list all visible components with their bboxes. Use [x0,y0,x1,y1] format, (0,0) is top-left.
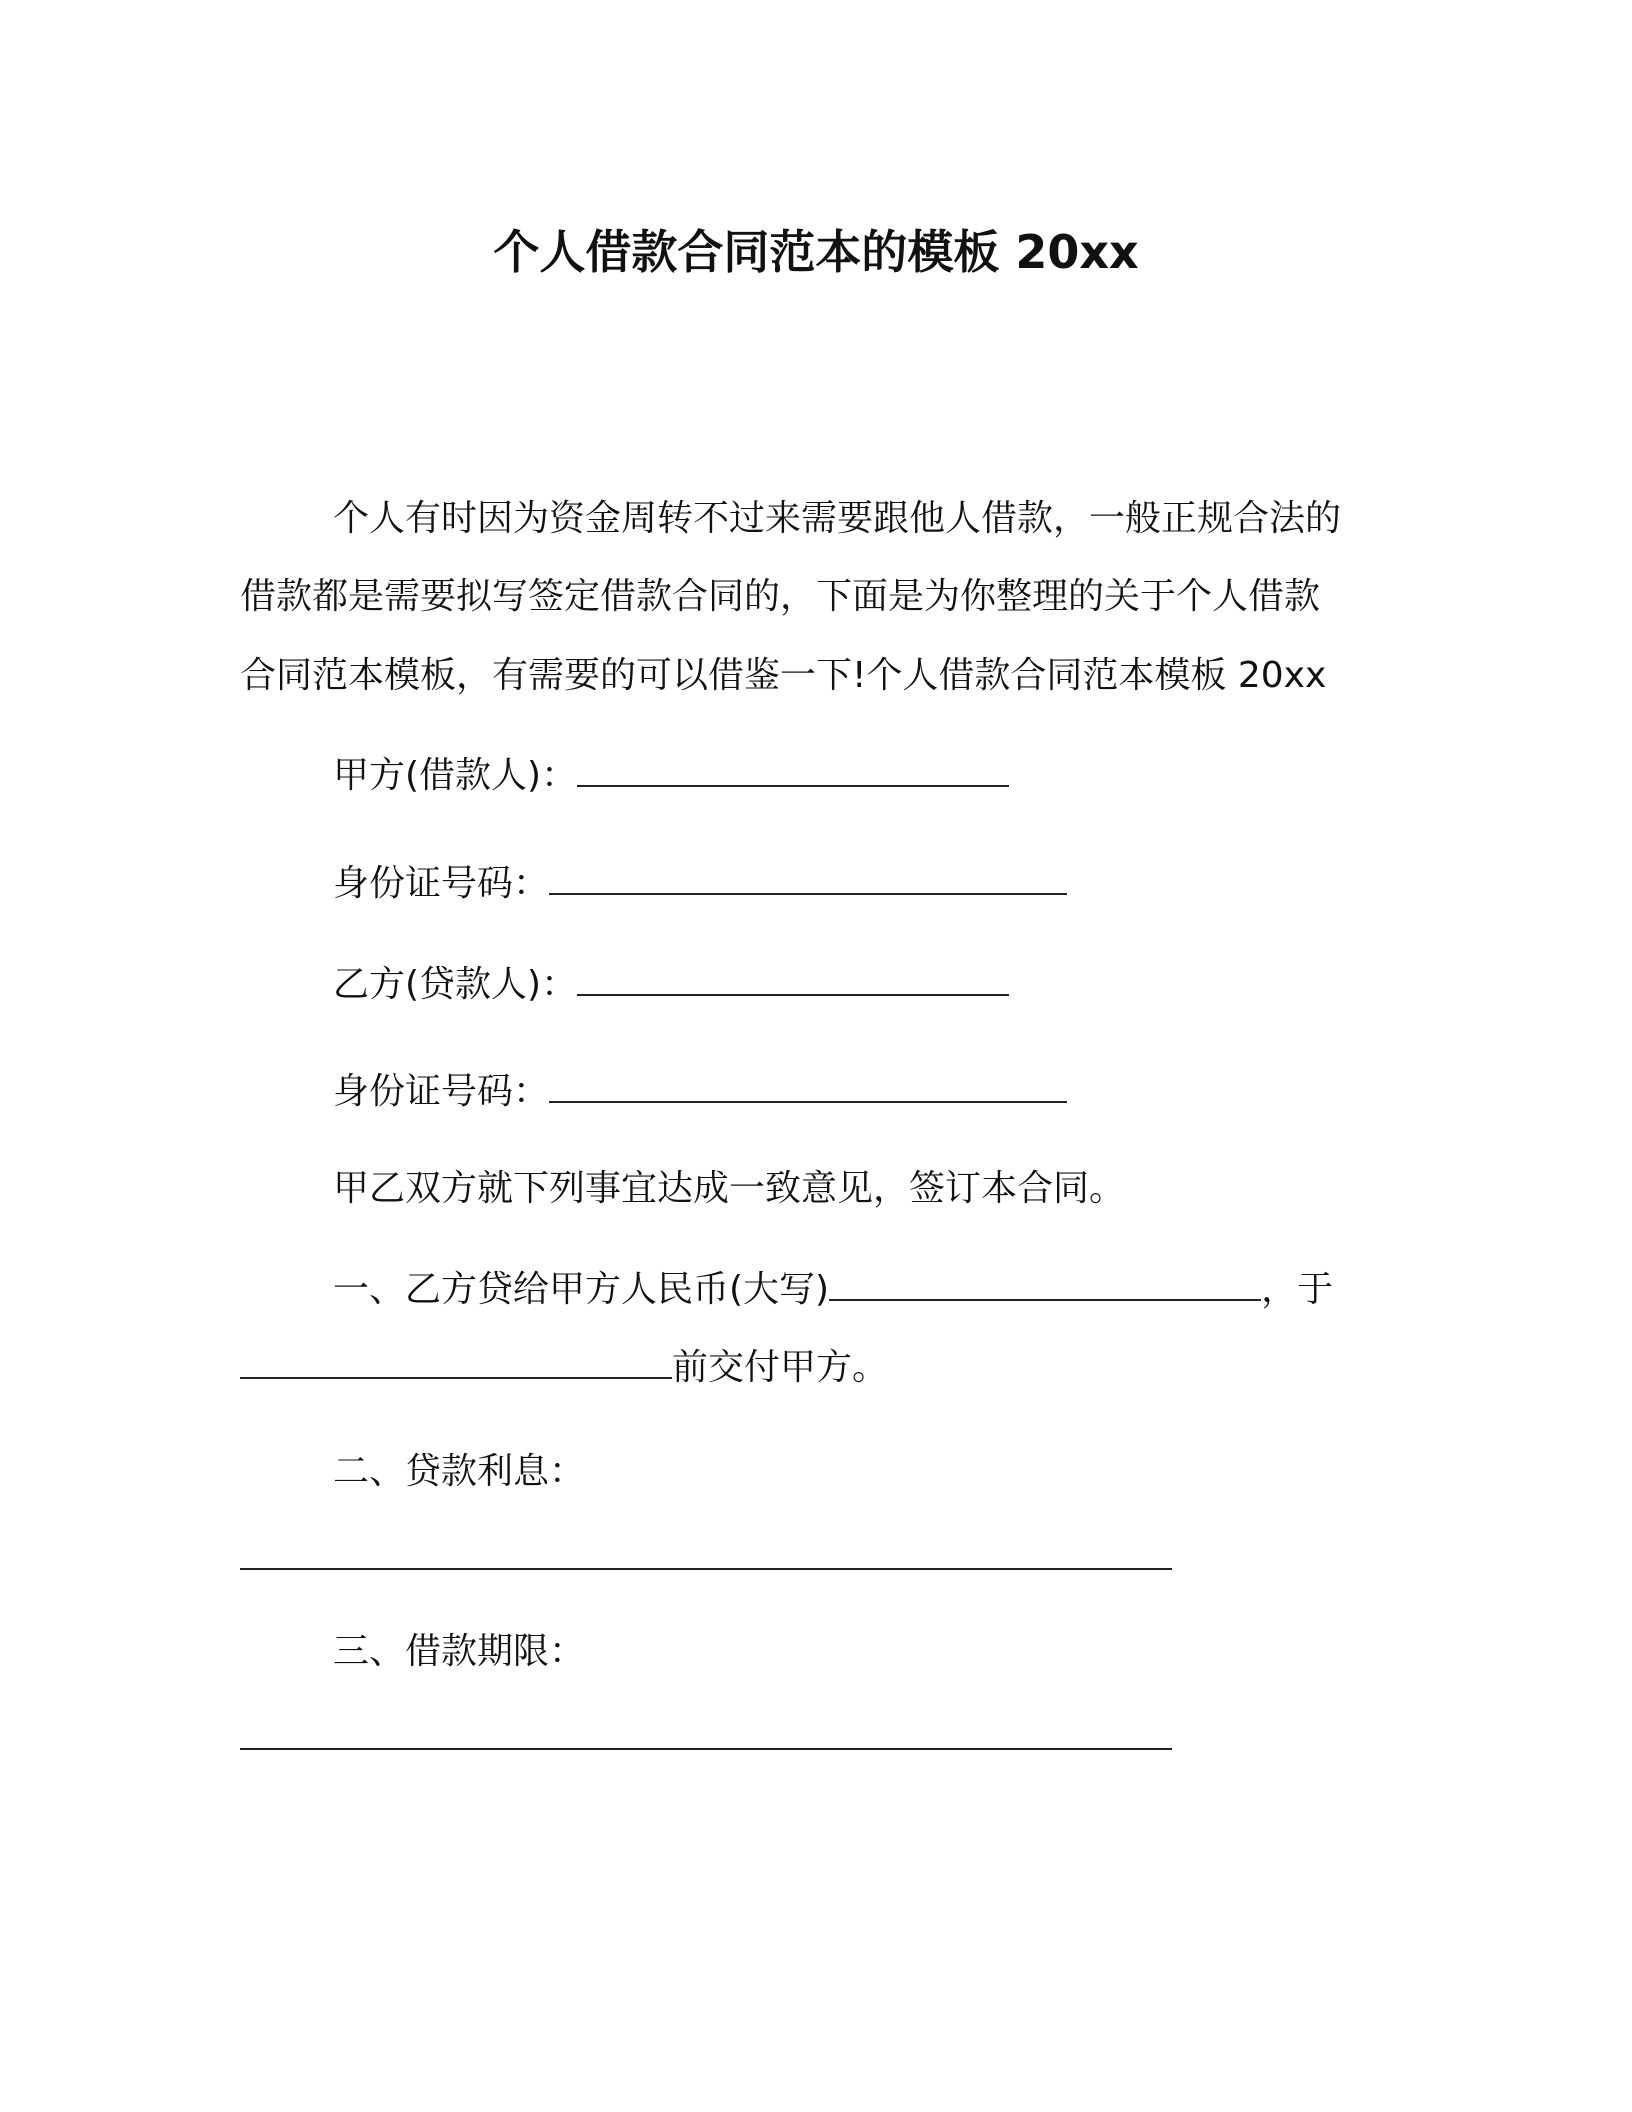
intro-line-3: 合同范本模板，有需要的可以借鉴一下!个人借款合同范本模板 20xx [240,655,1327,696]
party-a-blank[interactable] [577,753,1009,787]
party-b-id-blank[interactable] [549,1069,1067,1103]
party-b-row [333,961,1009,1009]
clause-1-amount-blank[interactable] [829,1267,1261,1301]
clause-1-label: 一、乙方贷给甲方人民币(大写) [333,1269,830,1310]
party-a-id-row [333,860,1067,908]
party-a-id-label: 身份证号码： [333,863,550,904]
party-b-id-label: 身份证号码： [333,1071,550,1112]
intro-line-2: 借款都是需要拟写签定借款合同的，下面是为你整理的关于个人借款 [240,576,1321,617]
party-a-row [333,752,1009,800]
clause-3-label: 三、借款期限： [333,1631,586,1672]
clause-1-date-blank[interactable] [240,1345,672,1379]
party-a-label: 甲方(借款人)： [333,755,578,796]
agreement-statement: 甲乙双方就下列事宜达成一致意见，签订本合同。 [333,1168,1126,1209]
clause-1-row-2 [240,1344,888,1392]
clause-3-blank[interactable] [240,1748,1172,1750]
party-b-id-row [333,1068,1067,1116]
document-title: 个人借款合同范本的模板 20xx [493,225,1139,279]
intro-line-1: 个人有时因为资金周转不过来需要跟他人借款，一般正规合法的 [333,498,1342,539]
clause-1-row [333,1266,1333,1314]
party-b-label: 乙方(贷款人)： [333,964,578,1005]
clause-1-line2-suffix: 前交付甲方。 [672,1347,889,1388]
clause-2-blank[interactable] [240,1568,1172,1570]
clause-2-label: 二、贷款利息： [333,1451,586,1492]
party-a-id-blank[interactable] [549,861,1067,895]
party-b-blank[interactable] [577,962,1009,996]
clause-1-suffix: ，于 [1261,1269,1334,1310]
